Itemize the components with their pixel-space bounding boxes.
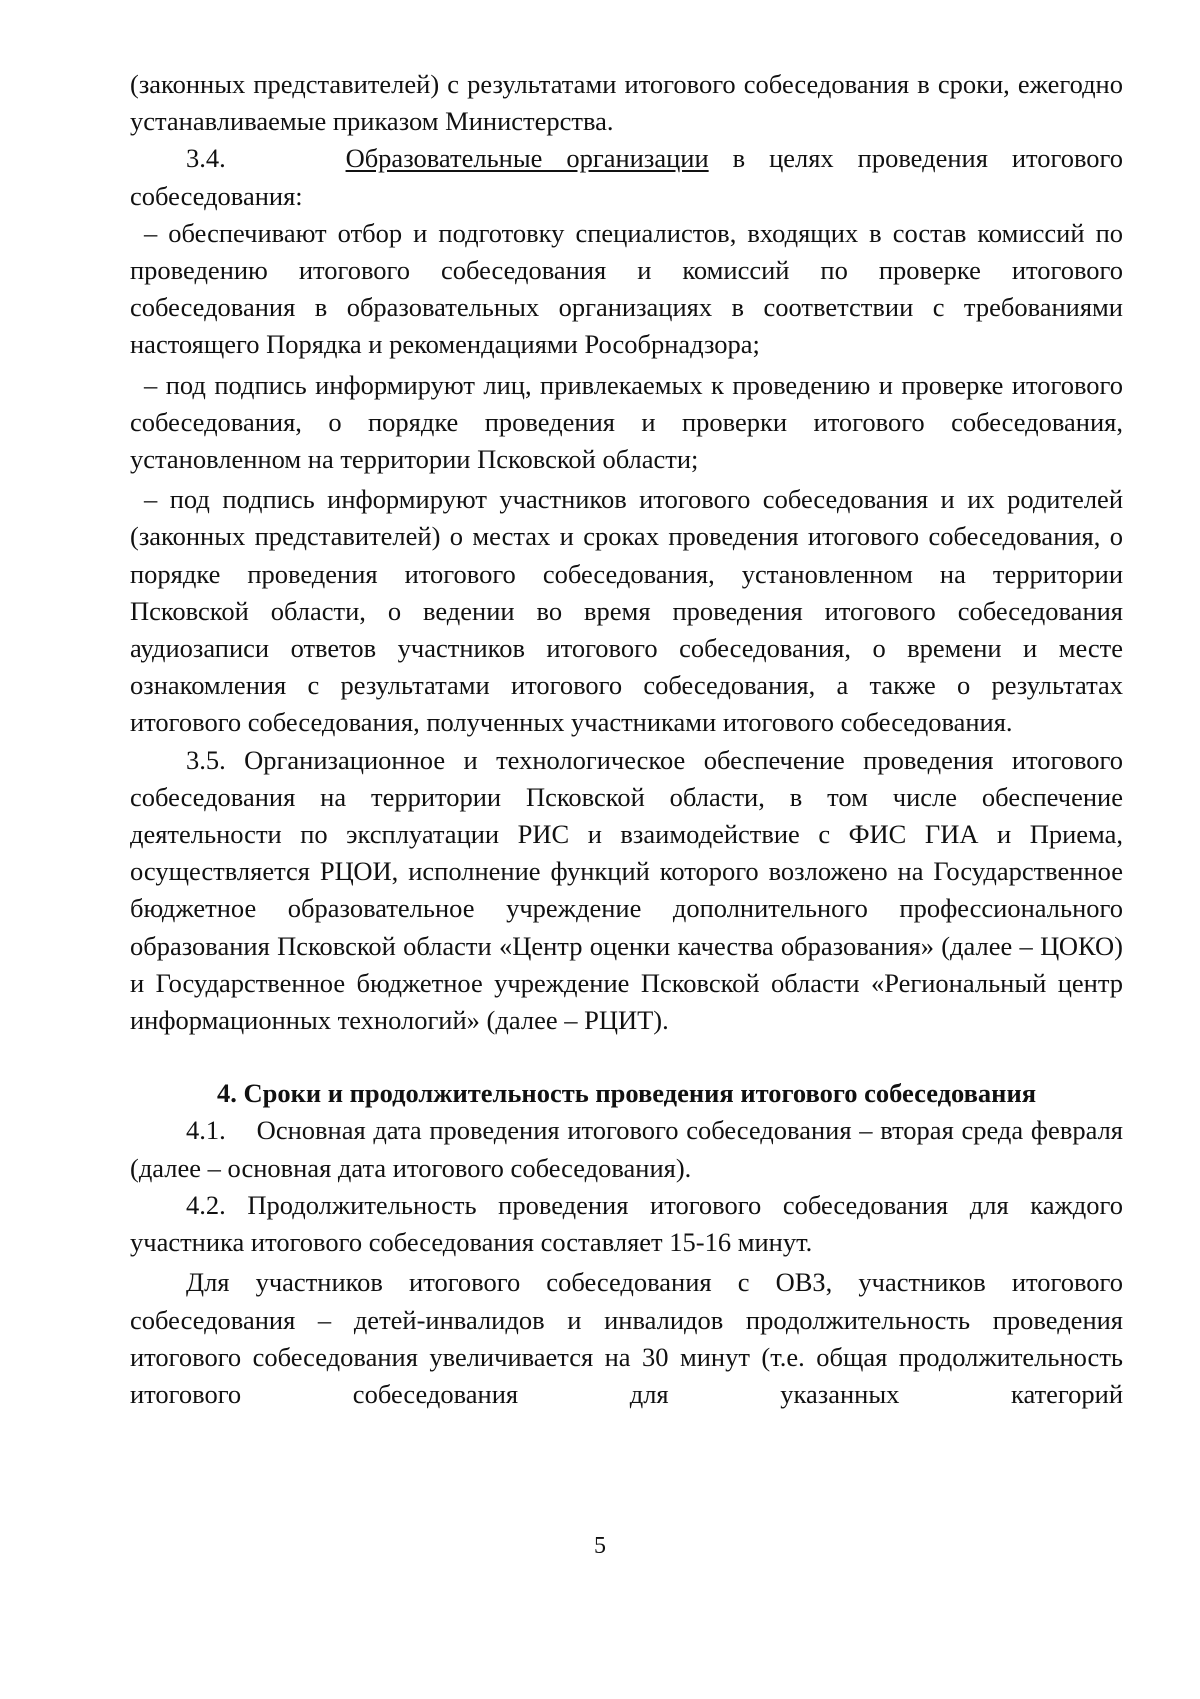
paragraph-4-2: 4.2. Продолжительность проведения итогового собеседования для каждого участника итогового собеседования составляет 15-16 минут. [130, 1189, 1123, 1258]
paragraph-3-4-underlined-term: Образовательные организации [345, 143, 709, 174]
paragraph-ovz: Для участников итогового собеседования с ОВЗ, участников итогового собеседования – детей-инвалидов и инвалидов продолжительность проведения итогового собеседования увеличивается на 30 минут (т.е. общая продолжительность итогового собеседования для указанных категорий [130, 1267, 1123, 1409]
paragraph-3-5: 3.5. Организационное и технологическое обеспечение проведения итогового собеседования на территории Псковской области, в том числе обеспечение деятельности по эксплуатации РИС и взаимодействие с ФИС ГИА и Приема, осуществляется РЦОИ, исполнение функций которого возложено на Государственное бюджетное образовательное учреждение дополнительного профессионального образования Псковской области «Центр оценки качества образования» (далее – ЦОКО) и Государственное бюджетное учреждение Псковской области «Региональный центр информационных технологий» (далее – РЦИТ). [130, 744, 1123, 1036]
paragraph-4-1: 4.1. Основная дата проведения итогового собеседования – вторая среда февраля (далее – основная дата итогового собеседования). [130, 1115, 1130, 1183]
bullet-item-2: – под подпись информируют лиц, привлекаемых к проведению и проверке итогового собеседования, о порядке проведения и проверки итогового собеседования, установленном на территории Псковской области; [130, 369, 1123, 475]
continued-paragraph: (законных представителей) с результатами итогового собеседования в сроки, ежегодно устанавливаемые приказом Министерства. [130, 69, 1123, 137]
document-page [130, 66, 1130, 1413]
paragraph-3-4-text: в целях проведения итогового собеседования: [130, 143, 1124, 211]
paragraph-3-4 [130, 140, 1123, 214]
section-4-heading: 4. Сроки и продолжительность проведения итогового собеседования [216, 1078, 1037, 1109]
bullet-item-3: – под подпись информируют участников итогового собеседования и их родителей (законных представителей) о местах и сроках проведения итогового собеседования, о порядке проведения итогового собеседования, установленном на территории Псковской области, о ведении во время проведения итогового собеседования аудиозаписи ответов участников итогового собеседования, о времени и месте ознакомления с результатами итогового собеседования, а также о результатах итогового собеседования, полученных участниками итогового собеседования. [130, 484, 1123, 738]
bullet-item-1: – обеспечивают отбор и подготовку специалистов, входящих в состав комиссий по проведению итогового собеседования и комиссий по проверке итогового собеседования в образовательных организациях в соответствии с требованиями настоящего Порядка и рекомендациями Рособрнадзора; [130, 217, 1123, 360]
paragraph-3-4-number: 3.4. [186, 143, 226, 174]
page-number: 5 [594, 1533, 606, 1559]
